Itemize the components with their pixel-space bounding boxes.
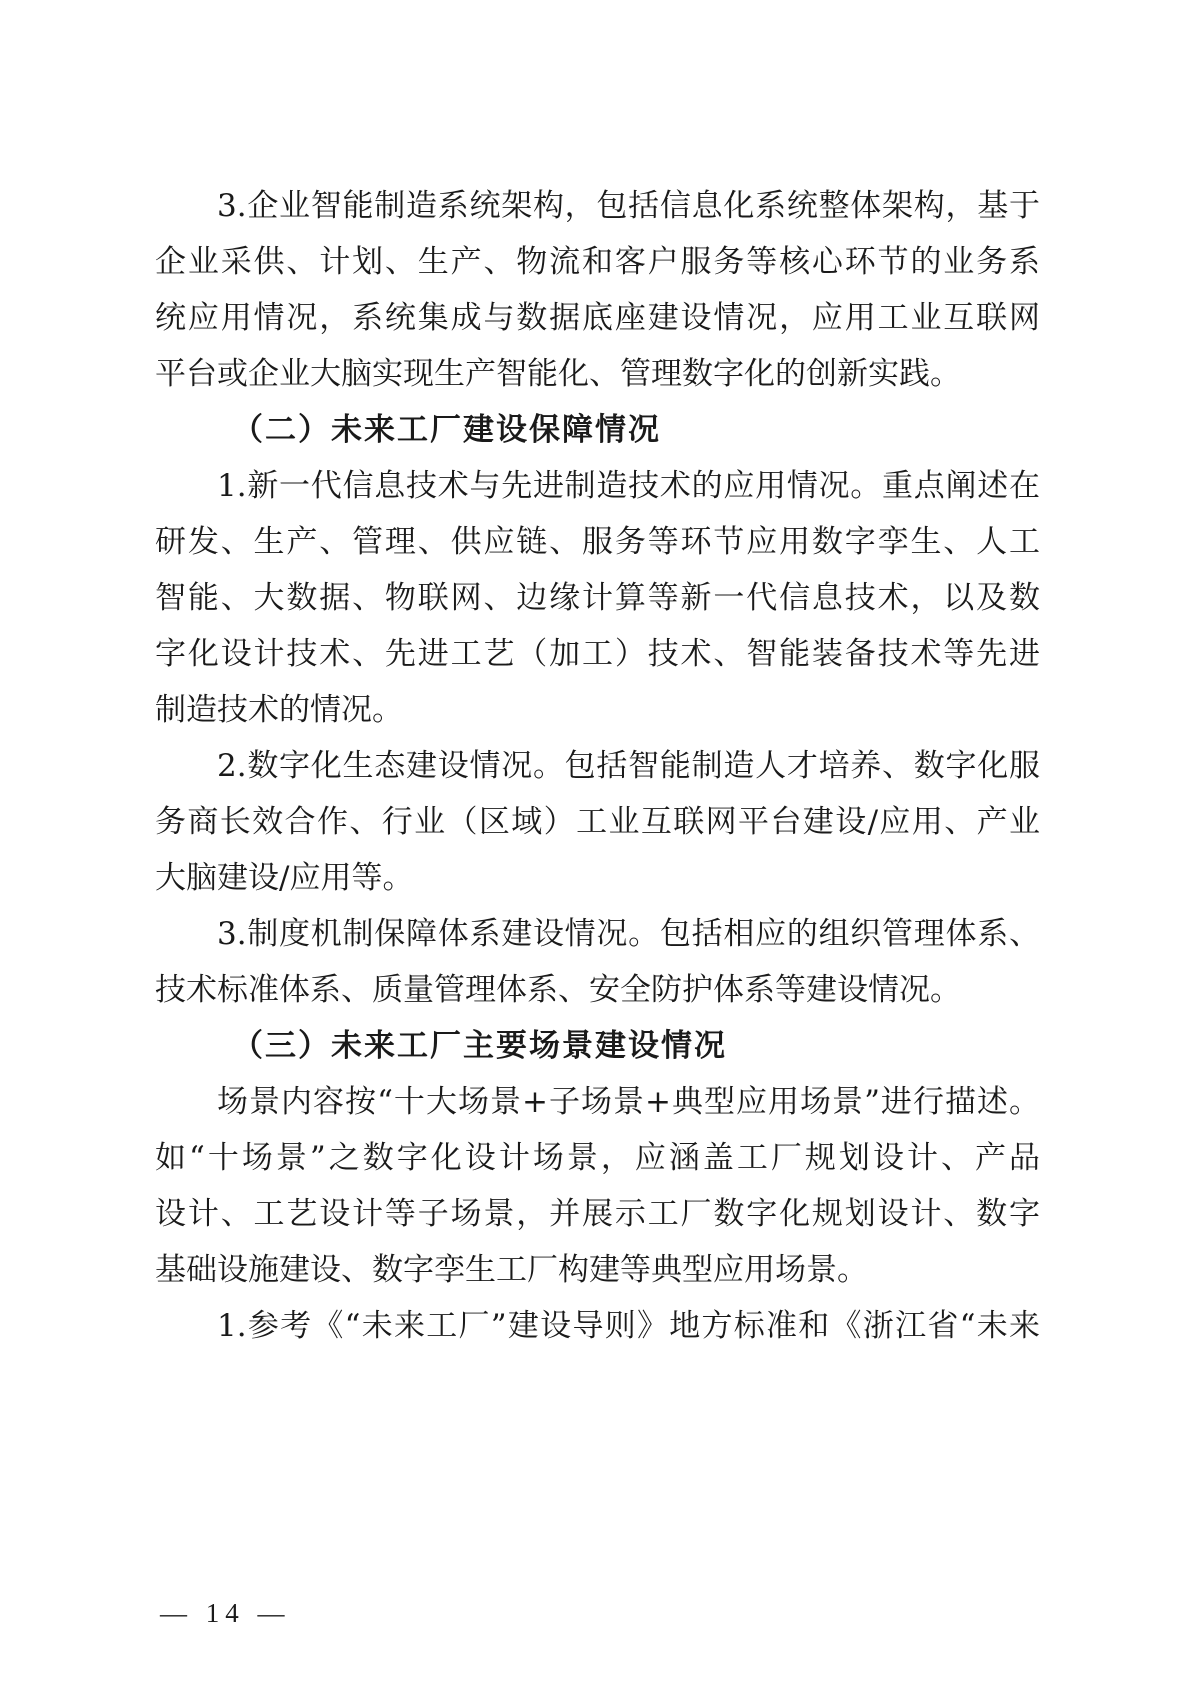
paragraph-line: 基础设施建设、数字孪生工厂构建等典型应用场景。 xyxy=(155,1252,868,1288)
paragraph-line: 企业采供、计划、生产、物流和客户服务等核心环节的业务系 xyxy=(155,244,1040,280)
paragraph-line: 字化设计技术、先进工艺（加工）技术、智能装备技术等先进 xyxy=(155,636,1040,672)
paragraph-line: 3.企业智能制造系统架构，包括信息化系统整体架构，基于 xyxy=(217,188,1040,224)
paragraph-line: 1.参考《“未来工厂”建设导则》地方标准和《浙江省“未来 xyxy=(217,1308,1040,1344)
section-heading: （三）未来工厂主要场景建设情况 xyxy=(232,1028,727,1064)
section-heading: （二）未来工厂建设保障情况 xyxy=(232,412,661,448)
paragraph-line: 制造技术的情况。 xyxy=(155,692,403,728)
paragraph-line: 如“十场景”之数字化设计场景，应涵盖工厂规划设计、产品 xyxy=(155,1140,1040,1176)
paragraph-line: 研发、生产、管理、供应链、服务等环节应用数字孪生、人工 xyxy=(155,524,1040,560)
paragraph-line: 3.制度机制保障体系建设情况。包括相应的组织管理体系、 xyxy=(217,916,1040,952)
paragraph-line: 智能、大数据、物联网、边缘计算等新一代信息技术，以及数 xyxy=(155,580,1040,616)
paragraph-line: 设计、工艺设计等子场景，并展示工厂数字化规划设计、数字 xyxy=(155,1196,1040,1232)
paragraph-line: 大脑建设/应用等。 xyxy=(155,860,414,896)
paragraph-line: 务商长效合作、行业（区域）工业互联网平台建设/应用、产业 xyxy=(155,804,1040,840)
paragraph-line: 统应用情况，系统集成与数据底座建设情况，应用工业互联网 xyxy=(155,300,1040,336)
paragraph-line: 场景内容按“十大场景+子场景+典型应用场景”进行描述。 xyxy=(217,1084,1040,1120)
paragraph-line: 1.新一代信息技术与先进制造技术的应用情况。重点阐述在 xyxy=(217,468,1040,504)
paragraph-line: 技术标准体系、质量管理体系、安全防护体系等建设情况。 xyxy=(155,972,961,1008)
paragraph-line: 2.数字化生态建设情况。包括智能制造人才培养、数字化服 xyxy=(217,748,1040,784)
paragraph-line: 平台或企业大脑实现生产智能化、管理数字化的创新实践。 xyxy=(155,356,961,392)
page-number: — 14 — xyxy=(160,1598,291,1628)
